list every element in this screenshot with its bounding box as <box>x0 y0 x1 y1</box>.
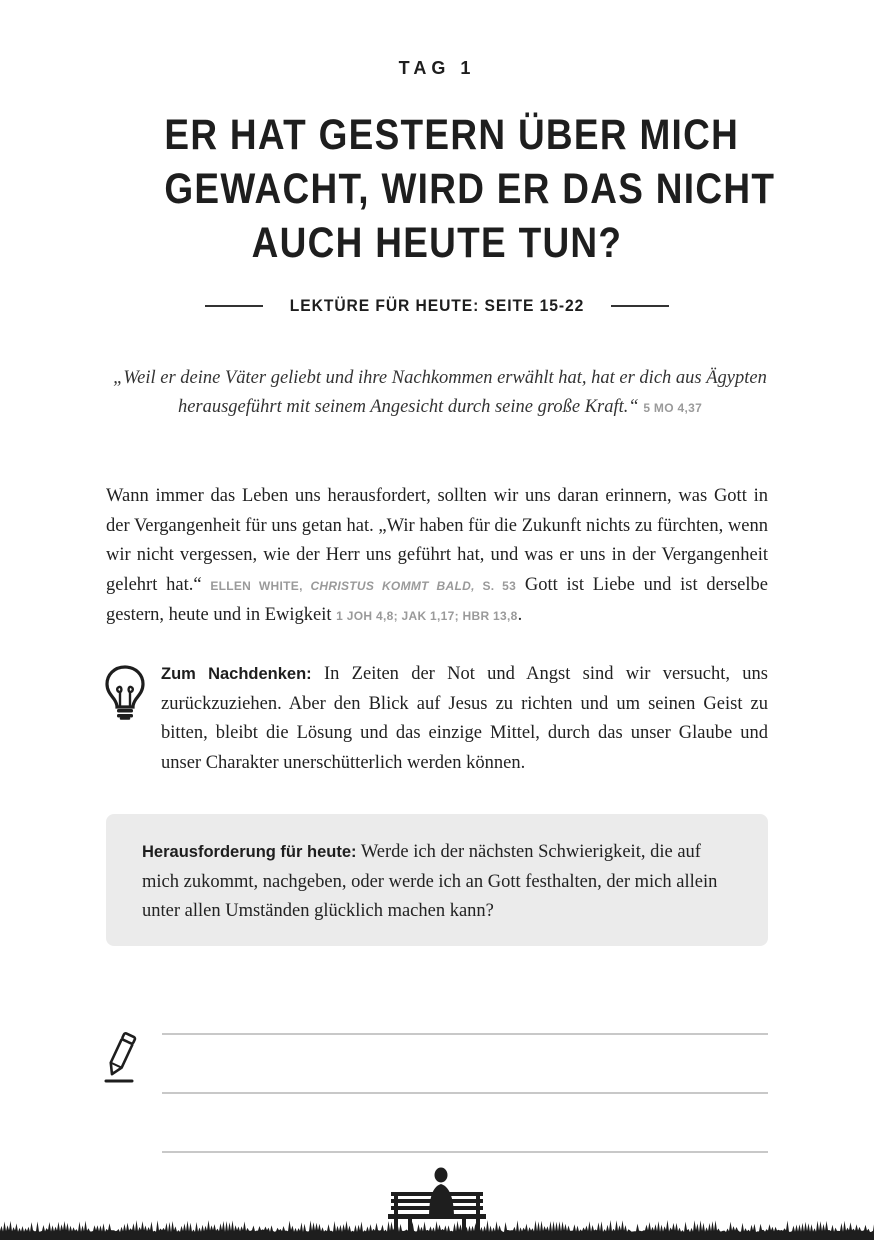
body-end: . <box>517 605 523 625</box>
title-line-1: ER HAT GESTERN ÜBER MICH <box>164 111 740 159</box>
challenge-label: Herausforderung für heute: <box>142 843 357 861</box>
left-rule <box>205 305 263 307</box>
citation-author: ELLEN WHITE, <box>210 578 303 593</box>
reading-assignment <box>0 296 874 316</box>
challenge-paragraph <box>142 838 732 927</box>
reflection-label: Zum Nachdenken: <box>161 665 312 683</box>
body-text-2: Gott ist Liebe und ist derselbe gestern, heute und in Ewigkeit <box>106 574 768 625</box>
challenge-box <box>106 814 768 946</box>
lightbulb-icon <box>104 664 146 720</box>
note-line <box>162 1033 768 1035</box>
body-text-1: Wann immer das Leben uns herausfordert, sollten wir uns daran erinnern, was Gott in der Vergangenheit für uns getan hat. „Wir haben für die Zukunft nichts zu fürchten, wenn wir nicht vergessen, wie der Herr uns geführt hat, und was er uns in der Vergangenheit gelehrt hat.“ <box>106 486 768 595</box>
pencil-icon <box>102 1030 138 1084</box>
reflection-text: In Zeiten der Not und Angst sind wir versucht, uns zurückzuziehen. Aber den Blick auf Jesus zu richten und um seinen Geist zu bitten, bleibt die Lösung und das einzige Mittel, durch das unser Glaube und unser Charakter unerschütterlich werden können. <box>161 664 769 773</box>
citation-book: CHRISTUS KOMMT BALD, <box>310 578 475 593</box>
right-rule <box>611 305 669 307</box>
day-label: TAG 1 <box>398 58 476 78</box>
bible-quote <box>100 364 780 423</box>
page-title <box>164 108 776 270</box>
quote-reference: 5 MO 4,37 <box>643 401 703 415</box>
citation <box>210 579 516 593</box>
scripture-references: 1 JOH 4,8; JAK 1,17; HBR 13,8 <box>336 609 518 623</box>
body-paragraph <box>106 482 768 632</box>
challenge-text: Werde ich der nächsten Schwierigkeit, die auf mich zukommt, nachgeben, oder werde ich an Gott festhalten, der mich allein unter allen Umständen glücklich machen kann? <box>142 842 718 921</box>
title-line-3: AUCH HEUTE TUN? <box>251 219 623 267</box>
reflection-paragraph <box>161 660 768 778</box>
bench-silhouette-illustration <box>0 1150 874 1240</box>
citation-page: S. 53 <box>482 578 517 593</box>
title-line-2: GEWACHT, WIRD ER DAS NICHT <box>164 165 776 213</box>
note-line <box>162 1092 768 1094</box>
reading-text: LEKTÜRE FÜR HEUTE: SEITE 15-22 <box>289 296 585 315</box>
quote-text: „Weil er deine Väter geliebt und ihre Nachkommen erwählt hat, hat er dich aus Ägypten herausgeführt mit seinem Angesicht durch seine große Kraft.“ <box>113 368 767 417</box>
